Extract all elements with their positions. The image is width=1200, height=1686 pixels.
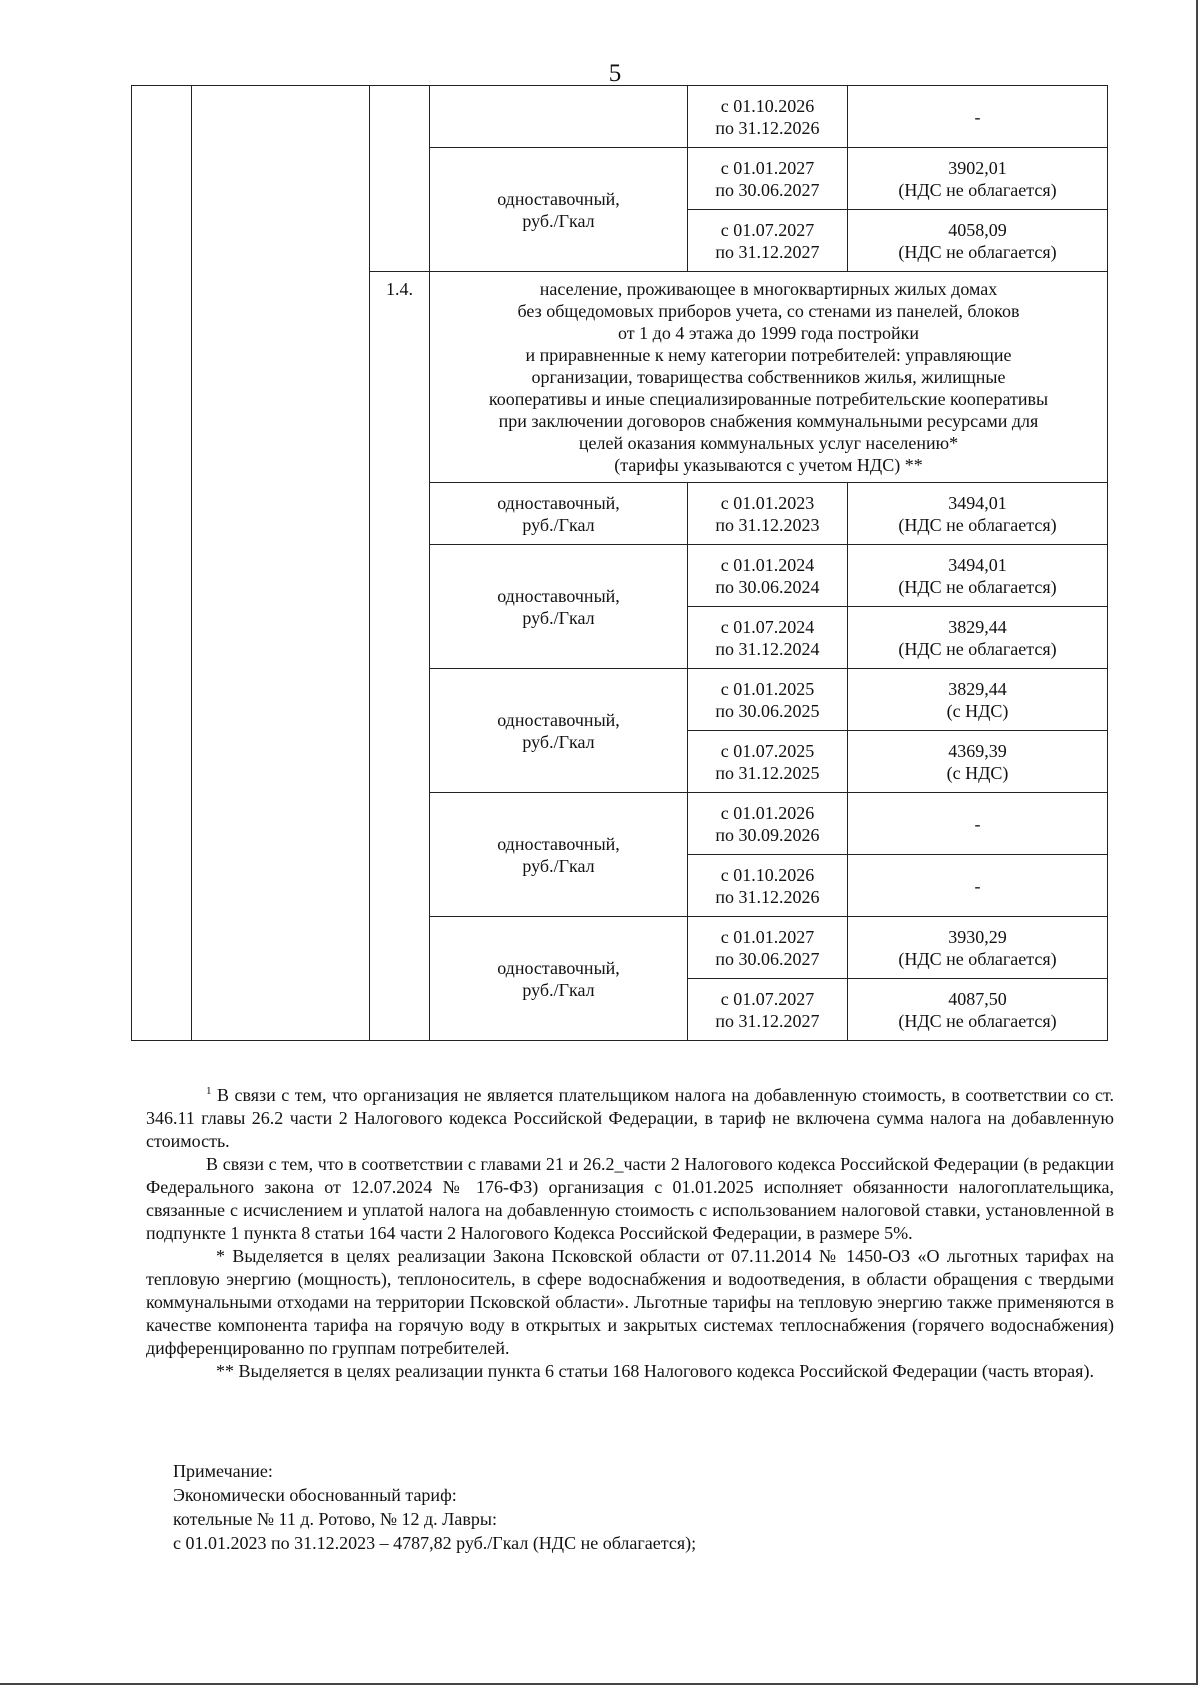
tariff-value-cell bbox=[848, 545, 1108, 607]
tariff-type-line: руб./Гкал bbox=[522, 514, 595, 535]
period-to: по 30.06.2027 bbox=[715, 179, 820, 200]
tariff-type-line: одноставочный, bbox=[497, 585, 620, 606]
period-to: по 30.09.2026 bbox=[715, 824, 820, 845]
tariff-value: - bbox=[974, 106, 981, 127]
vat-note: (с НДС) bbox=[946, 762, 1009, 783]
period-to: по 31.12.2024 bbox=[715, 638, 820, 659]
tariff-type-line: одноставочный, bbox=[497, 709, 620, 730]
period-to: по 31.12.2026 bbox=[715, 117, 820, 138]
footnotes bbox=[146, 1084, 1114, 1383]
period-to: по 31.12.2023 bbox=[715, 514, 820, 535]
footnote-star: * Выделяется в целях реализации Закона Псковской области от 07.11.2014 № 1450-ОЗ «О льготных тарифах на тепловую энергию (мощность), теплоноситель, в сфере водоснабжения и водоотведения, в области обращения с твердыми коммунальными отходами на территории Псковской области». Льготные тарифы на тепловую энергию также применяются в качестве компонента тарифа на горячую воду в открытых и закрытых системах теплоснабжения (горячего водоснабжения) дифференцированно по группам потребителей. bbox=[146, 1246, 1114, 1358]
period-cell bbox=[688, 793, 848, 855]
description-line: от 1 до 4 этажа до 1999 года постройки bbox=[618, 323, 919, 343]
tariff-type-line: одноставочный, bbox=[497, 492, 620, 513]
tariff-type-cell bbox=[430, 793, 688, 917]
period-from: с 01.01.2025 bbox=[720, 678, 815, 699]
footnote-marker: 1 bbox=[206, 1085, 212, 1097]
blank-col-2 bbox=[192, 86, 370, 1041]
vat-note: (с НДС) bbox=[946, 700, 1009, 721]
description-line: (тарифы указываются с учетом НДС) ** bbox=[614, 455, 923, 475]
period-cell bbox=[688, 210, 848, 272]
period-from: с 01.07.2024 bbox=[720, 616, 815, 637]
footnote-1-paragraph-2: В связи с тем, что в соответствии с главами 21 и 26.2_части 2 Налогового кодекса Российской Федерации (в редакции Федерального закона от 12.07.2024 № 176-ФЗ) организация с 01.01.2025 исполняет обязанности налогоплательщика, связанные с исчислением и уплатой налога на добавленную стоимость с использованием налоговой ставки, установленной в подпункте 1 пункта 8 статьи 164 части 2 Налогового Кодекса Российской Федерации, в размере 5%. bbox=[146, 1154, 1114, 1243]
tariff-type-cell bbox=[430, 483, 688, 545]
tariff-value-cell bbox=[848, 607, 1108, 669]
period-from: с 01.07.2027 bbox=[720, 988, 815, 1009]
description-line: организации, товарищества собственников жилья, жилищные bbox=[531, 367, 1006, 387]
description-line: население, проживающее в многоквартирных жилых домах bbox=[539, 279, 998, 299]
period-cell bbox=[688, 917, 848, 979]
period-from: с 01.01.2026 bbox=[720, 802, 815, 823]
note-line-3: с 01.01.2023 по 31.12.2023 – 4787,82 руб./Гкал (НДС не облагается); bbox=[173, 1533, 697, 1553]
section-description bbox=[430, 272, 1108, 483]
vat-note: (НДС не облагается) bbox=[898, 179, 1057, 200]
period-to: по 31.12.2027 bbox=[715, 1010, 820, 1031]
period-cell bbox=[688, 86, 848, 148]
note bbox=[173, 1459, 1073, 1555]
tariff-body bbox=[132, 86, 1108, 1041]
period-from: с 01.10.2026 bbox=[720, 95, 815, 116]
period-to: по 30.06.2024 bbox=[715, 576, 820, 597]
tariff-value-cell bbox=[848, 917, 1108, 979]
footnote-1-text: В связи с тем, что организация не является плательщиком налога на добавленную стоимость, в соответствии со ст. 346.11 главы 26.2 части 2 Налогового кодекса Российской Федерации, в тариф не включена сумма налога на добавленную стоимость. bbox=[146, 1085, 1114, 1151]
tariff-type-cell bbox=[430, 669, 688, 793]
period-cell bbox=[688, 545, 848, 607]
tariff-value: - bbox=[974, 875, 981, 896]
tariff-type-line: руб./Гкал bbox=[522, 607, 595, 628]
note-line-2: котельные № 11 д. Ротово, № 12 д. Лавры: bbox=[173, 1509, 497, 1529]
period-to: по 31.12.2025 bbox=[715, 762, 820, 783]
blank-col-3 bbox=[370, 86, 430, 272]
tariff-value: - bbox=[974, 813, 981, 834]
period-from: с 01.10.2026 bbox=[720, 864, 815, 885]
tariff-type-line: одноставочный, bbox=[497, 188, 620, 209]
period-from: с 01.01.2024 bbox=[720, 554, 815, 575]
tariff-value-cell bbox=[848, 855, 1108, 917]
tariff-value-cell bbox=[848, 669, 1108, 731]
tariff-table bbox=[131, 85, 1108, 1041]
period-from: с 01.01.2027 bbox=[720, 926, 815, 947]
tariff-type-line: руб./Гкал bbox=[522, 731, 595, 752]
vat-note: (НДС не облагается) bbox=[898, 1010, 1057, 1031]
vat-note: (НДС не облагается) bbox=[898, 576, 1057, 597]
period-cell bbox=[688, 483, 848, 545]
tariff-type-line: руб./Гкал bbox=[522, 855, 595, 876]
description-line: кооперативы и иные специализированные потребительские кооперативы bbox=[488, 389, 1049, 409]
tariff-type-cell bbox=[430, 917, 688, 1041]
note-title: Примечание: bbox=[173, 1461, 273, 1481]
tariff-value-cell bbox=[848, 210, 1108, 272]
footnote-double-star: ** Выделяется в целях реализации пункта 6 статьи 168 Налогового кодекса Российской Федерации (часть вторая). bbox=[216, 1361, 1094, 1381]
period-to: по 30.06.2025 bbox=[715, 700, 820, 721]
tariff-value-cell bbox=[848, 483, 1108, 545]
tariff-type-line: одноставочный, bbox=[497, 833, 620, 854]
description-line: без общедомовых приборов учета, со стенами из панелей, блоков bbox=[517, 301, 1020, 321]
description-line: и приравненные к нему категории потребителей: управляющие bbox=[525, 345, 1012, 365]
tariff-type-cell bbox=[430, 86, 688, 148]
tariff-value: 3902,01 bbox=[948, 157, 1007, 178]
tariff-value: 3930,29 bbox=[948, 926, 1007, 947]
period-cell bbox=[688, 731, 848, 793]
tariff-type-line: руб./Гкал bbox=[522, 979, 595, 1000]
period-from: с 01.01.2027 bbox=[720, 157, 815, 178]
period-cell bbox=[688, 148, 848, 210]
page-number: 5 bbox=[608, 60, 622, 87]
tariff-value-cell bbox=[848, 793, 1108, 855]
period-cell bbox=[688, 669, 848, 731]
tariff-type-cell bbox=[430, 148, 688, 272]
vat-note: (НДС не облагается) bbox=[898, 514, 1057, 535]
period-from: с 01.01.2023 bbox=[720, 492, 815, 513]
tariff-type-cell bbox=[430, 545, 688, 669]
tariff-value: 3494,01 bbox=[948, 554, 1007, 575]
blank-col-1 bbox=[132, 86, 192, 1041]
tariff-value: 4058,09 bbox=[948, 219, 1007, 240]
period-cell bbox=[688, 979, 848, 1041]
vat-note: (НДС не облагается) bbox=[898, 638, 1057, 659]
description-line: при заключении договоров снабжения коммунальными ресурсами для bbox=[498, 411, 1039, 431]
period-from: с 01.07.2025 bbox=[720, 740, 815, 761]
tariff-value: 3829,44 bbox=[948, 616, 1007, 637]
note-line-1: Экономически обоснованный тариф: bbox=[173, 1485, 457, 1505]
tariff-value: 4087,50 bbox=[948, 988, 1007, 1009]
vat-note: (НДС не облагается) bbox=[898, 948, 1057, 969]
vat-note: (НДС не облагается) bbox=[898, 241, 1057, 262]
period-cell bbox=[688, 607, 848, 669]
table-row bbox=[132, 86, 1108, 148]
tariff-value-cell bbox=[848, 86, 1108, 148]
tariff-value-cell bbox=[848, 148, 1108, 210]
section-number bbox=[370, 272, 430, 1041]
tariff-value-cell bbox=[848, 731, 1108, 793]
tariff-type-line: руб./Гкал bbox=[522, 210, 595, 231]
tariff-value: 4369,39 bbox=[948, 740, 1007, 761]
period-from: с 01.07.2027 bbox=[720, 219, 815, 240]
period-to: по 31.12.2026 bbox=[715, 886, 820, 907]
footnote-1 bbox=[146, 1084, 1114, 1153]
tariff-value: 3494,01 bbox=[948, 492, 1007, 513]
tariff-value-cell bbox=[848, 979, 1108, 1041]
period-to: по 30.06.2027 bbox=[715, 948, 820, 969]
section-number-text: 1.4. bbox=[386, 279, 413, 299]
tariff-type-line: одноставочный, bbox=[497, 957, 620, 978]
period-to: по 31.12.2027 bbox=[715, 241, 820, 262]
tariff-value: 3829,44 bbox=[948, 678, 1007, 699]
period-cell bbox=[688, 855, 848, 917]
description-line: целей оказания коммунальных услуг населению* bbox=[578, 433, 959, 453]
